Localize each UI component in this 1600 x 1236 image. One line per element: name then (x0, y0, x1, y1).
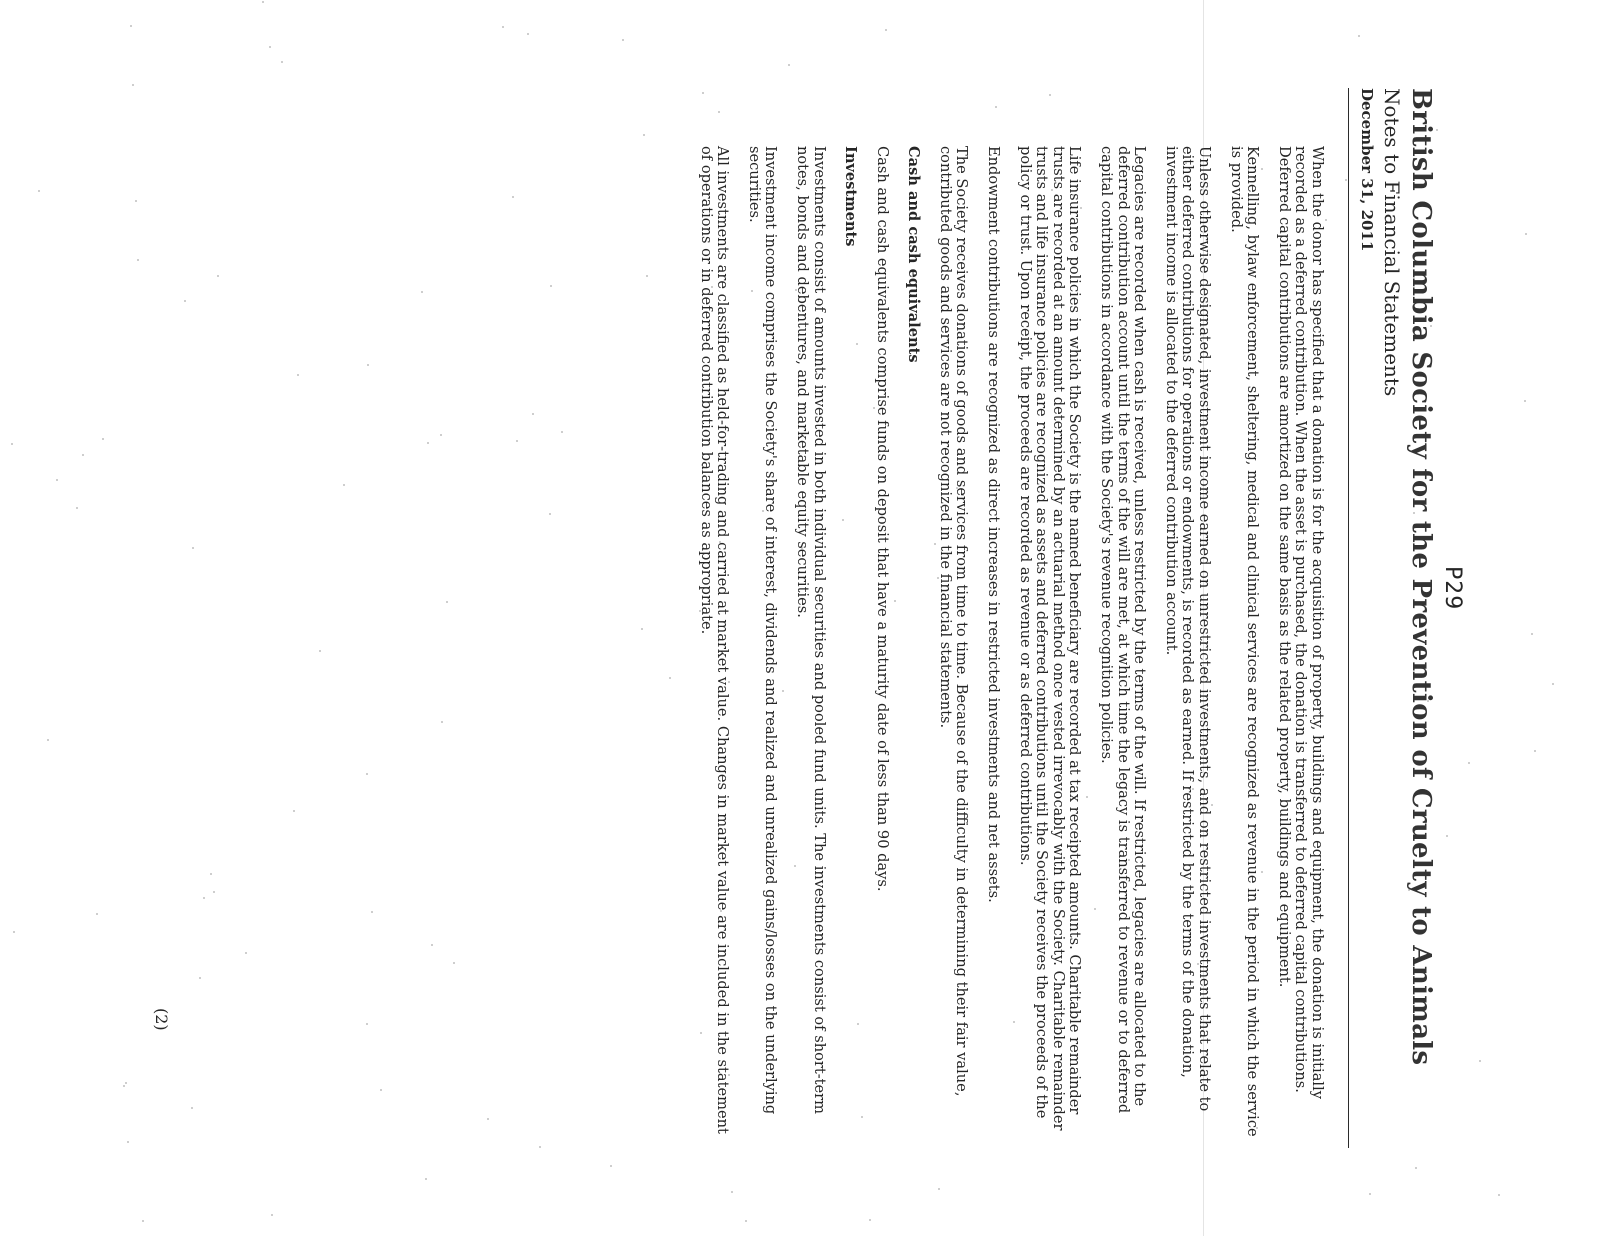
paragraph-investment-classification: All investments are classified as held-for-trading and carried at market value. Changes in market value are included in the statement of operations or in deferred contribution balances as appropriate. (697, 146, 732, 1134)
scan-speck (76, 507, 78, 509)
header-rule (1348, 88, 1349, 1148)
scan-speck (502, 26, 504, 28)
scan-speck (56, 479, 58, 481)
paragraph-endowment-contributions: Endowment contributions are recognized as direct increases in restricted investments and net assets. (985, 146, 1003, 903)
scan-speck (1531, 633, 1533, 635)
paragraph-contributed-goods-services: The Society receives donations of goods and services from time to time. Because of the difficulty in determining their fair value, contributed goods and services are not recognized in the financial statements. (936, 146, 971, 1097)
scan-speck (13, 931, 15, 933)
paragraph-cash-equivalents: Cash and cash equivalents comprise funds on deposit that have a maturity date of less than 90 days. (873, 146, 891, 892)
scan-speck (788, 64, 790, 66)
scan-speck (1479, 1060, 1481, 1062)
paragraph-legacies: Legacies are recorded when cash is received, unless restricted by the terms of the will. If restricted, legacies are allocated to the deferred contribution account until the terms of the will are met, at which time the legacy is transferred to revenue or to deferred capital contributions in accordance with the Society's revenue recognition policies. (1098, 146, 1149, 1114)
notes-body (682, 146, 1325, 1146)
page-code: P29 (1440, 566, 1465, 611)
rotated-document-page (135, 88, 1465, 1148)
scan-speck (132, 84, 134, 86)
scan-speck (281, 61, 283, 63)
organization-name: British Columbia Society for the Prevention of Cruelty to Animals (1406, 88, 1436, 1066)
heading-cash-equivalents: Cash and cash equivalents (905, 146, 923, 363)
paragraph-service-revenue: Kennelling, bylaw enforcement, sheltering, medical and clinical services are recognized as revenue in the period in which the service is provided. (1227, 146, 1262, 1137)
scan-speck (869, 1219, 871, 1221)
scan-speck (262, 1, 264, 3)
paragraph-deferred-capital-donations: When the donor has specified that a donation is for the acquisition of property, buildings and equipment, the donation is initially recorded as a deferred contribution. When the asset is purchased, the donation is transferred to deferred capital contributions. Deferred capital contributions are amortized on the same basis as the related property, buildings and equipment. (1275, 146, 1326, 1099)
scan-speck (885, 29, 887, 31)
document-title: Notes to Financial Statements (1380, 88, 1404, 397)
paragraph-life-insurance-trusts: Life insurance policies in which the Society is the named beneficiary are recorded at tax receipted amounts. Charitable remainder trusts are recorded at an amount determined by an actuarial method once vested irrevocably with the Society. Charitable remainder trusts and life insurance policies are recognized as assets and deferred contributions until the Society receives the proceeds of the policy or trust. Upon receipt, the proceeds are recorded as revenue or as deferred contributions. (1016, 146, 1084, 1131)
scan-speck (1358, 35, 1360, 37)
scan-speck (127, 1141, 129, 1143)
scan-speck (38, 190, 40, 192)
scan-speck (1369, 1193, 1371, 1195)
scan-speck (125, 1082, 127, 1084)
scan-speck (1552, 683, 1554, 685)
scan-speck (102, 438, 104, 440)
scan-speck (123, 1085, 125, 1087)
scan-speck (745, 1220, 747, 1222)
heading-investments: Investments (842, 146, 860, 247)
scan-speck (610, 1165, 612, 1167)
scan-speck (1415, 1167, 1417, 1169)
paragraph-investment-income: Investment income comprises the Society's share of interest, dividends and realized and unrealized gains/losses on the underlying securities. (745, 146, 780, 1115)
scan-speck (1534, 750, 1536, 752)
scan-speck (622, 39, 624, 41)
paragraph-investment-income-recognition: Unless otherwise designated, investment income earned on unrestricted investments, and on restricted investments that relate to either deferred contributions for operations or endowments, is recorded as earned. If restricted by the terms of the donation, investment income is allocated to the deferred contribution account. (1162, 146, 1214, 1112)
scan-speck (82, 454, 84, 456)
scan-speck (11, 443, 13, 445)
scan-speck (96, 913, 98, 915)
scan-speck (269, 46, 271, 48)
scan-speck (130, 25, 132, 27)
scan-speck (425, 1178, 427, 1180)
scan-speck (1468, 762, 1470, 764)
page-number: (2) (152, 1008, 171, 1031)
paragraph-investments-composition: Investments consist of amounts invested in both individual securities and pooled fund units. The investments consist of short-term notes, bonds and debentures, and marketable equity securities. (793, 146, 828, 1114)
scan-speck (1525, 233, 1527, 235)
scan-speck (731, 1191, 733, 1193)
scan-speck (1524, 400, 1526, 402)
scan-speck (938, 1188, 940, 1190)
scan-speck (1498, 1194, 1500, 1196)
document-date: December 31, 2011 (1358, 88, 1376, 252)
scan-speck (142, 1220, 144, 1222)
scan-speck (271, 1214, 273, 1216)
scan-speck (47, 739, 49, 741)
scan-speck (527, 33, 529, 35)
